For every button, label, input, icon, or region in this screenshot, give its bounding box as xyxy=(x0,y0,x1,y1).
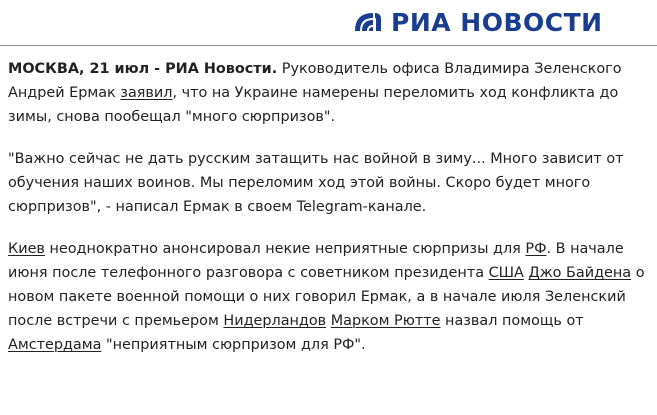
article-paragraph-3 xyxy=(8,237,650,357)
ria-logo-icon xyxy=(349,7,385,37)
link-rf[interactable]: РФ xyxy=(525,241,547,257)
paragraph-text: о новом пакете военной помощи о них говорил Ермак, а в начале июля Зеленский после встречи с премьером xyxy=(8,265,645,329)
article-paragraph-1 xyxy=(8,57,650,129)
paragraph-text: Руководитель офиса Владимира Зеленского Андрей Ермак xyxy=(8,61,622,101)
link-amsterdam[interactable]: Амстердама xyxy=(8,337,102,353)
link-kiev[interactable]: Киев xyxy=(8,241,45,257)
paragraph-text: назвал помощь от xyxy=(440,313,584,329)
link-rutte[interactable]: Марком Рютте xyxy=(330,313,441,329)
quote-text: "Важно сейчас не дать русским затащить нас войной в зиму... Много зависит от обучения наших воинов. Мы переломим ход этой войны. Скоро будет много сюрпризов", - написал Ермак в своем Telegram-канале. xyxy=(8,151,624,215)
article-paragraph-2 xyxy=(8,147,650,219)
paragraph-text: неоднократно анонсировал некие неприятные сюрпризы для xyxy=(44,241,526,257)
ria-novosti-logo[interactable] xyxy=(349,4,603,40)
logo-text: РИА НОВОСТИ xyxy=(391,7,603,37)
paragraph-text: , что на Украине намерены переломить ход конфликта до зимы, снова пообещал "много сюрпризов". xyxy=(8,85,619,125)
paragraph-text: . В начале июня после телефонного разговора с советником президента xyxy=(8,241,624,281)
article-body xyxy=(8,57,650,375)
header-divider xyxy=(0,45,657,46)
link-biden[interactable]: Джо Байдена xyxy=(528,265,632,281)
paragraph-text: "неприятным сюрпризом для РФ". xyxy=(101,337,366,353)
link-usa[interactable]: США xyxy=(488,265,524,281)
site-header xyxy=(0,0,657,46)
link-netherlands[interactable]: Нидерландов xyxy=(223,313,327,329)
link-zayavil[interactable]: заявил xyxy=(120,85,173,101)
article-lead-dateline: МОСКВА, 21 июл - РИА Новости. xyxy=(8,61,278,77)
